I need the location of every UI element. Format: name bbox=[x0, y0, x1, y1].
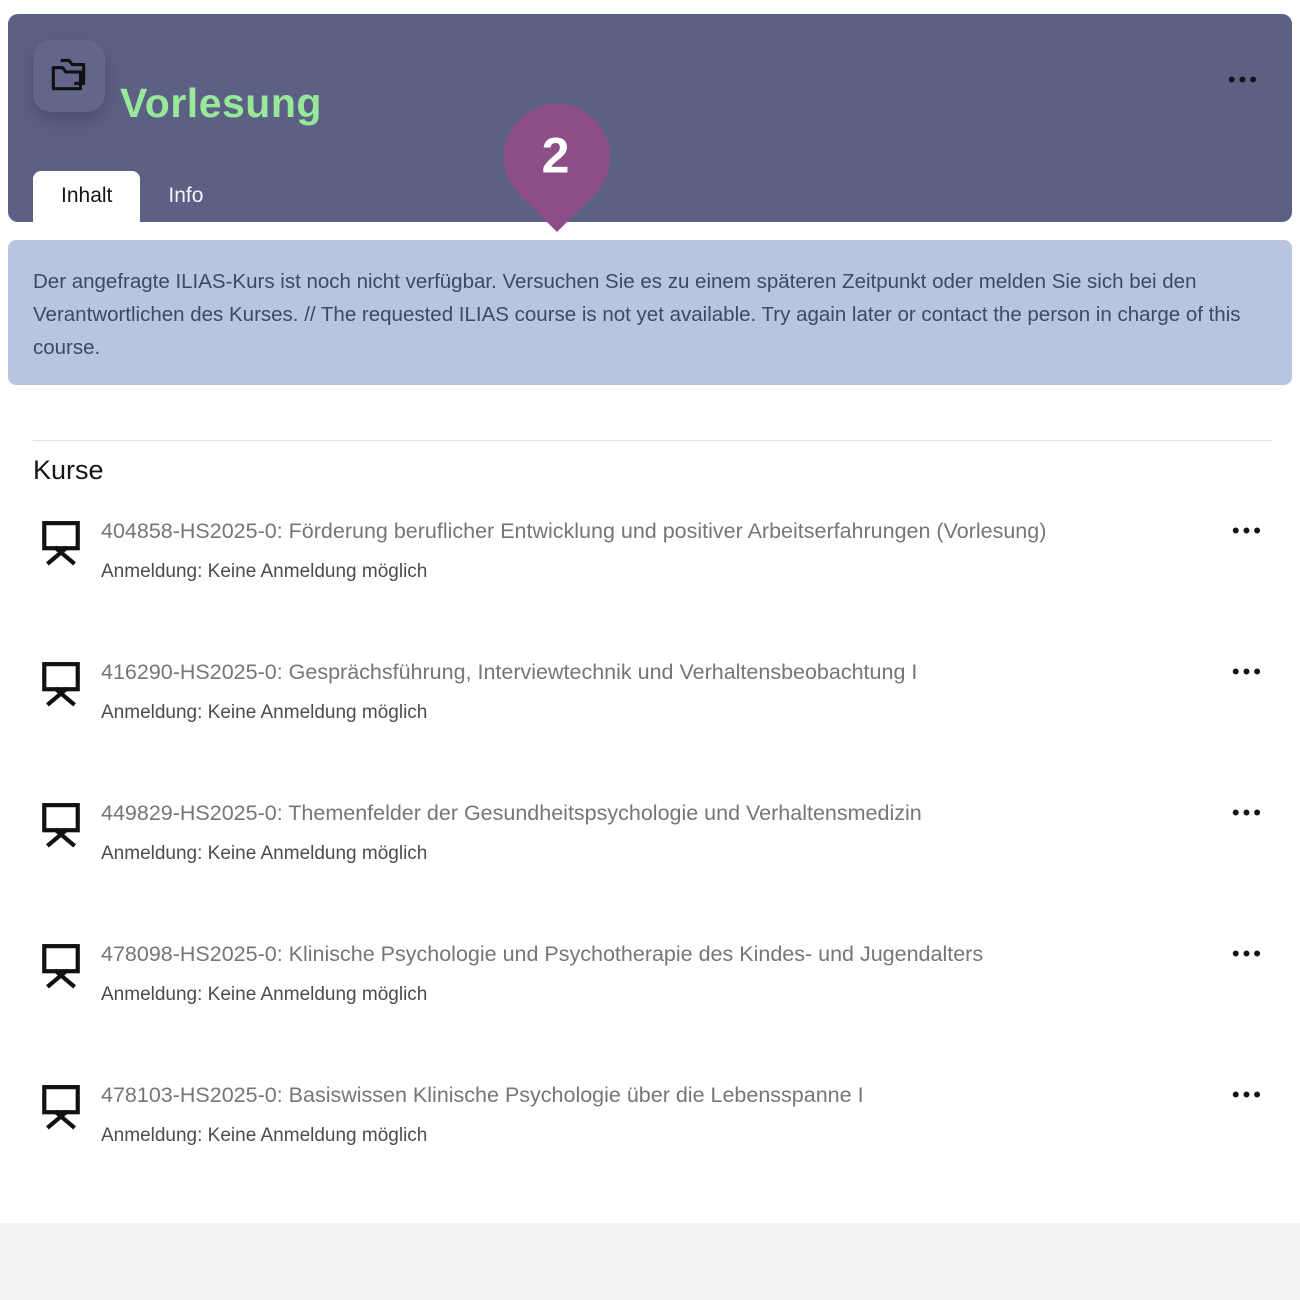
course-row bbox=[0, 516, 1300, 583]
course-header-card bbox=[8, 14, 1292, 222]
course-text bbox=[101, 939, 1212, 1006]
course-row bbox=[0, 1080, 1300, 1147]
presentation-board-icon bbox=[38, 518, 84, 573]
course-text bbox=[101, 1080, 1212, 1147]
course-unavailable-alert: Der angefragte ILIAS-Kurs ist noch nicht verfügbar. Versuchen Sie es zu einem späteren Zeitpunkt oder melden Sie sich bei den Verantwortlichen des Kurses. // The requested ILIAS course is not yet available. Try again later or contact the person in charge of this course. bbox=[8, 240, 1292, 385]
course-title-link[interactable]: 404858-HS2025-0: Förderung beruflicher Entwicklung und positiver Arbeitserfahrungen (Vorlesung) bbox=[101, 519, 1047, 543]
course-title-link[interactable]: 416290-HS2025-0: Gesprächsführung, Interviewtechnik und Verhaltensbeobachtung I bbox=[101, 660, 918, 684]
course-registration-status: Anmeldung: Keine Anmeldung möglich bbox=[101, 843, 428, 864]
footer-bar bbox=[0, 1223, 1300, 1300]
tab-bar bbox=[33, 171, 231, 222]
course-text bbox=[101, 516, 1212, 583]
tab-info[interactable]: Info bbox=[168, 184, 204, 207]
section-title-kurse: Kurse bbox=[33, 455, 104, 485]
course-actions-ellipsis-icon[interactable]: ••• bbox=[1231, 1082, 1264, 1107]
course-row bbox=[0, 939, 1300, 1006]
course-row bbox=[0, 798, 1300, 865]
presentation-board-icon bbox=[38, 659, 84, 714]
course-actions-ellipsis-icon[interactable]: ••• bbox=[1231, 941, 1264, 966]
folder-tile bbox=[33, 40, 105, 112]
page-title: Vorlesung bbox=[120, 80, 322, 126]
course-title-link[interactable]: 478098-HS2025-0: Klinische Psychologie und Psychotherapie des Kindes- und Jugendalters bbox=[101, 942, 984, 966]
tab-inhalt[interactable]: Inhalt bbox=[33, 171, 140, 222]
presentation-board-icon bbox=[38, 1082, 84, 1137]
course-actions-ellipsis-icon[interactable]: ••• bbox=[1231, 800, 1264, 825]
course-text bbox=[101, 657, 1212, 724]
folder-icon bbox=[46, 51, 92, 102]
course-title-link[interactable]: 449829-HS2025-0: Themenfelder der Gesundheitspsychologie und Verhaltensmedizin bbox=[101, 801, 922, 825]
section-divider bbox=[33, 440, 1273, 441]
course-actions-ellipsis-icon[interactable]: ••• bbox=[1231, 518, 1264, 543]
course-list bbox=[0, 516, 1300, 1147]
course-actions-ellipsis-icon[interactable]: ••• bbox=[1231, 659, 1264, 684]
step-marker-number: 2 bbox=[541, 127, 570, 184]
course-title-link[interactable]: 478103-HS2025-0: Basiswissen Klinische Psychologie über die Lebensspanne I bbox=[101, 1083, 864, 1107]
content-area bbox=[0, 385, 1300, 1221]
course-row bbox=[0, 657, 1300, 724]
course-registration-status: Anmeldung: Keine Anmeldung möglich bbox=[101, 702, 428, 723]
course-text bbox=[101, 798, 1212, 865]
course-registration-status: Anmeldung: Keine Anmeldung möglich bbox=[101, 984, 428, 1005]
course-registration-status: Anmeldung: Keine Anmeldung möglich bbox=[101, 1125, 428, 1146]
presentation-board-icon bbox=[38, 800, 84, 855]
course-registration-status: Anmeldung: Keine Anmeldung möglich bbox=[101, 561, 428, 582]
header-actions-ellipsis-icon[interactable]: ••• bbox=[1227, 67, 1260, 92]
presentation-board-icon bbox=[38, 941, 84, 996]
